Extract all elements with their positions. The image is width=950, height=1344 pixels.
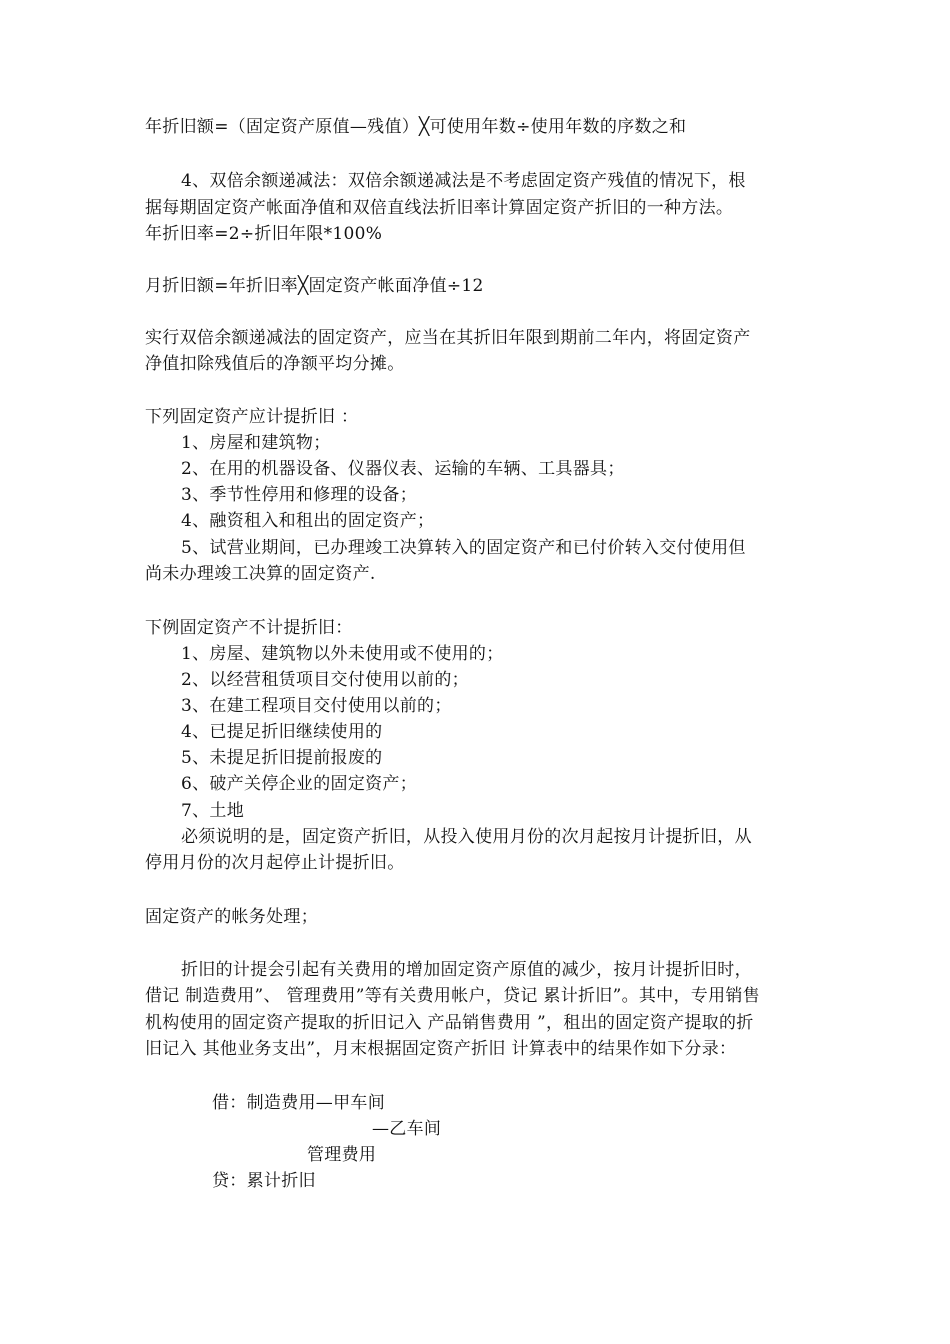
list-item: 6、破产关停企业的固定资产；: [181, 774, 418, 794]
double-declining-paragraph-line: 4、双倍余额递减法：双倍余额递减法是不考虑固定资产残值的情况下，根: [181, 171, 746, 191]
list-item: 3、在建工程项目交付使用以前的；: [181, 696, 452, 716]
list-item: 4、融资租入和租出的固定资产；: [181, 511, 435, 531]
journal-entry-debit: 借：制造费用—甲车间: [212, 1093, 385, 1113]
list-item: 7、土地: [181, 801, 245, 821]
accounting-paragraph-line: 折旧的计提会引起有关费用的增加固定资产原值的减少，按月计提折旧时，: [181, 960, 752, 980]
double-declining-paragraph-line: 据每期固定资产帐面净值和双倍直线法折旧率计算固定资产折旧的一种方法。: [145, 198, 734, 218]
list-item: 1、房屋和建筑物；: [181, 433, 331, 453]
monthly-depreciation-formula: 月折旧额=年折旧率╳固定资产帐面净值÷12: [145, 276, 484, 296]
list-item: 5、未提足折旧提前报废的: [181, 748, 383, 768]
list-item: 5、试营业期间，已办理竣工决算转入的固定资产和已付价转入交付使用但: [181, 538, 746, 558]
list-item-continuation: 尚未办理竣工决算的固定资产.: [145, 564, 376, 584]
list-item: 2、在用的机器设备、仪器仪表、运输的车辆、工具器具；: [181, 459, 625, 479]
accounting-paragraph-line: 机构使用的固定资产提取的折旧记入 产品销售费用 ”，租出的固定资产提取的折: [145, 1013, 754, 1033]
list-item: 1、房屋、建筑物以外未使用或不使用的；: [181, 644, 504, 664]
list-item: 3、季节性停用和修理的设备；: [181, 485, 418, 505]
double-declining-note-line: 实行双倍余额递减法的固定资产，应当在其折旧年限到期前二年内，将固定资产: [145, 328, 751, 348]
depreciation-timing-note-line: 必须说明的是，固定资产折旧，从投入使用月份的次月起按月计提折旧，从: [181, 827, 752, 847]
not-depreciate-heading: 下例固定资产不计提折旧：: [145, 618, 353, 638]
depreciation-timing-note-line: 停用月份的次月起停止计提折旧。: [145, 853, 405, 873]
accounting-paragraph-line: 借记 制造费用”、 管理费用”等有关费用帐户，贷记 累计折旧”。其中，专用销售: [145, 986, 760, 1006]
journal-entry-debit-sub: 管理费用: [307, 1145, 377, 1165]
accounting-heading: 固定资产的帐务处理；: [145, 907, 318, 927]
journal-entry-credit: 贷：累计折旧: [212, 1171, 316, 1191]
should-depreciate-heading: 下列固定资产应计提折旧 ：: [145, 407, 359, 427]
journal-entry-debit-sub: —乙车间: [372, 1119, 442, 1139]
annual-rate-formula: 年折旧率=2÷折旧年限*100%: [145, 224, 383, 244]
list-item: 2、以经营租赁项目交付使用以前的；: [181, 670, 469, 690]
list-item: 4、已提足折旧继续使用的: [181, 722, 383, 742]
accounting-paragraph-line: 旧记入 其他业务支出”，月末根据固定资产折旧 计算表中的结果作如下分录：: [145, 1039, 737, 1059]
double-declining-note-line: 净值扣除残值后的净额平均分摊。: [145, 354, 405, 374]
sum-of-years-formula: 年折旧额=（固定资产原值—残值）╳可使用年数÷使用年数的序数之和: [145, 117, 687, 137]
